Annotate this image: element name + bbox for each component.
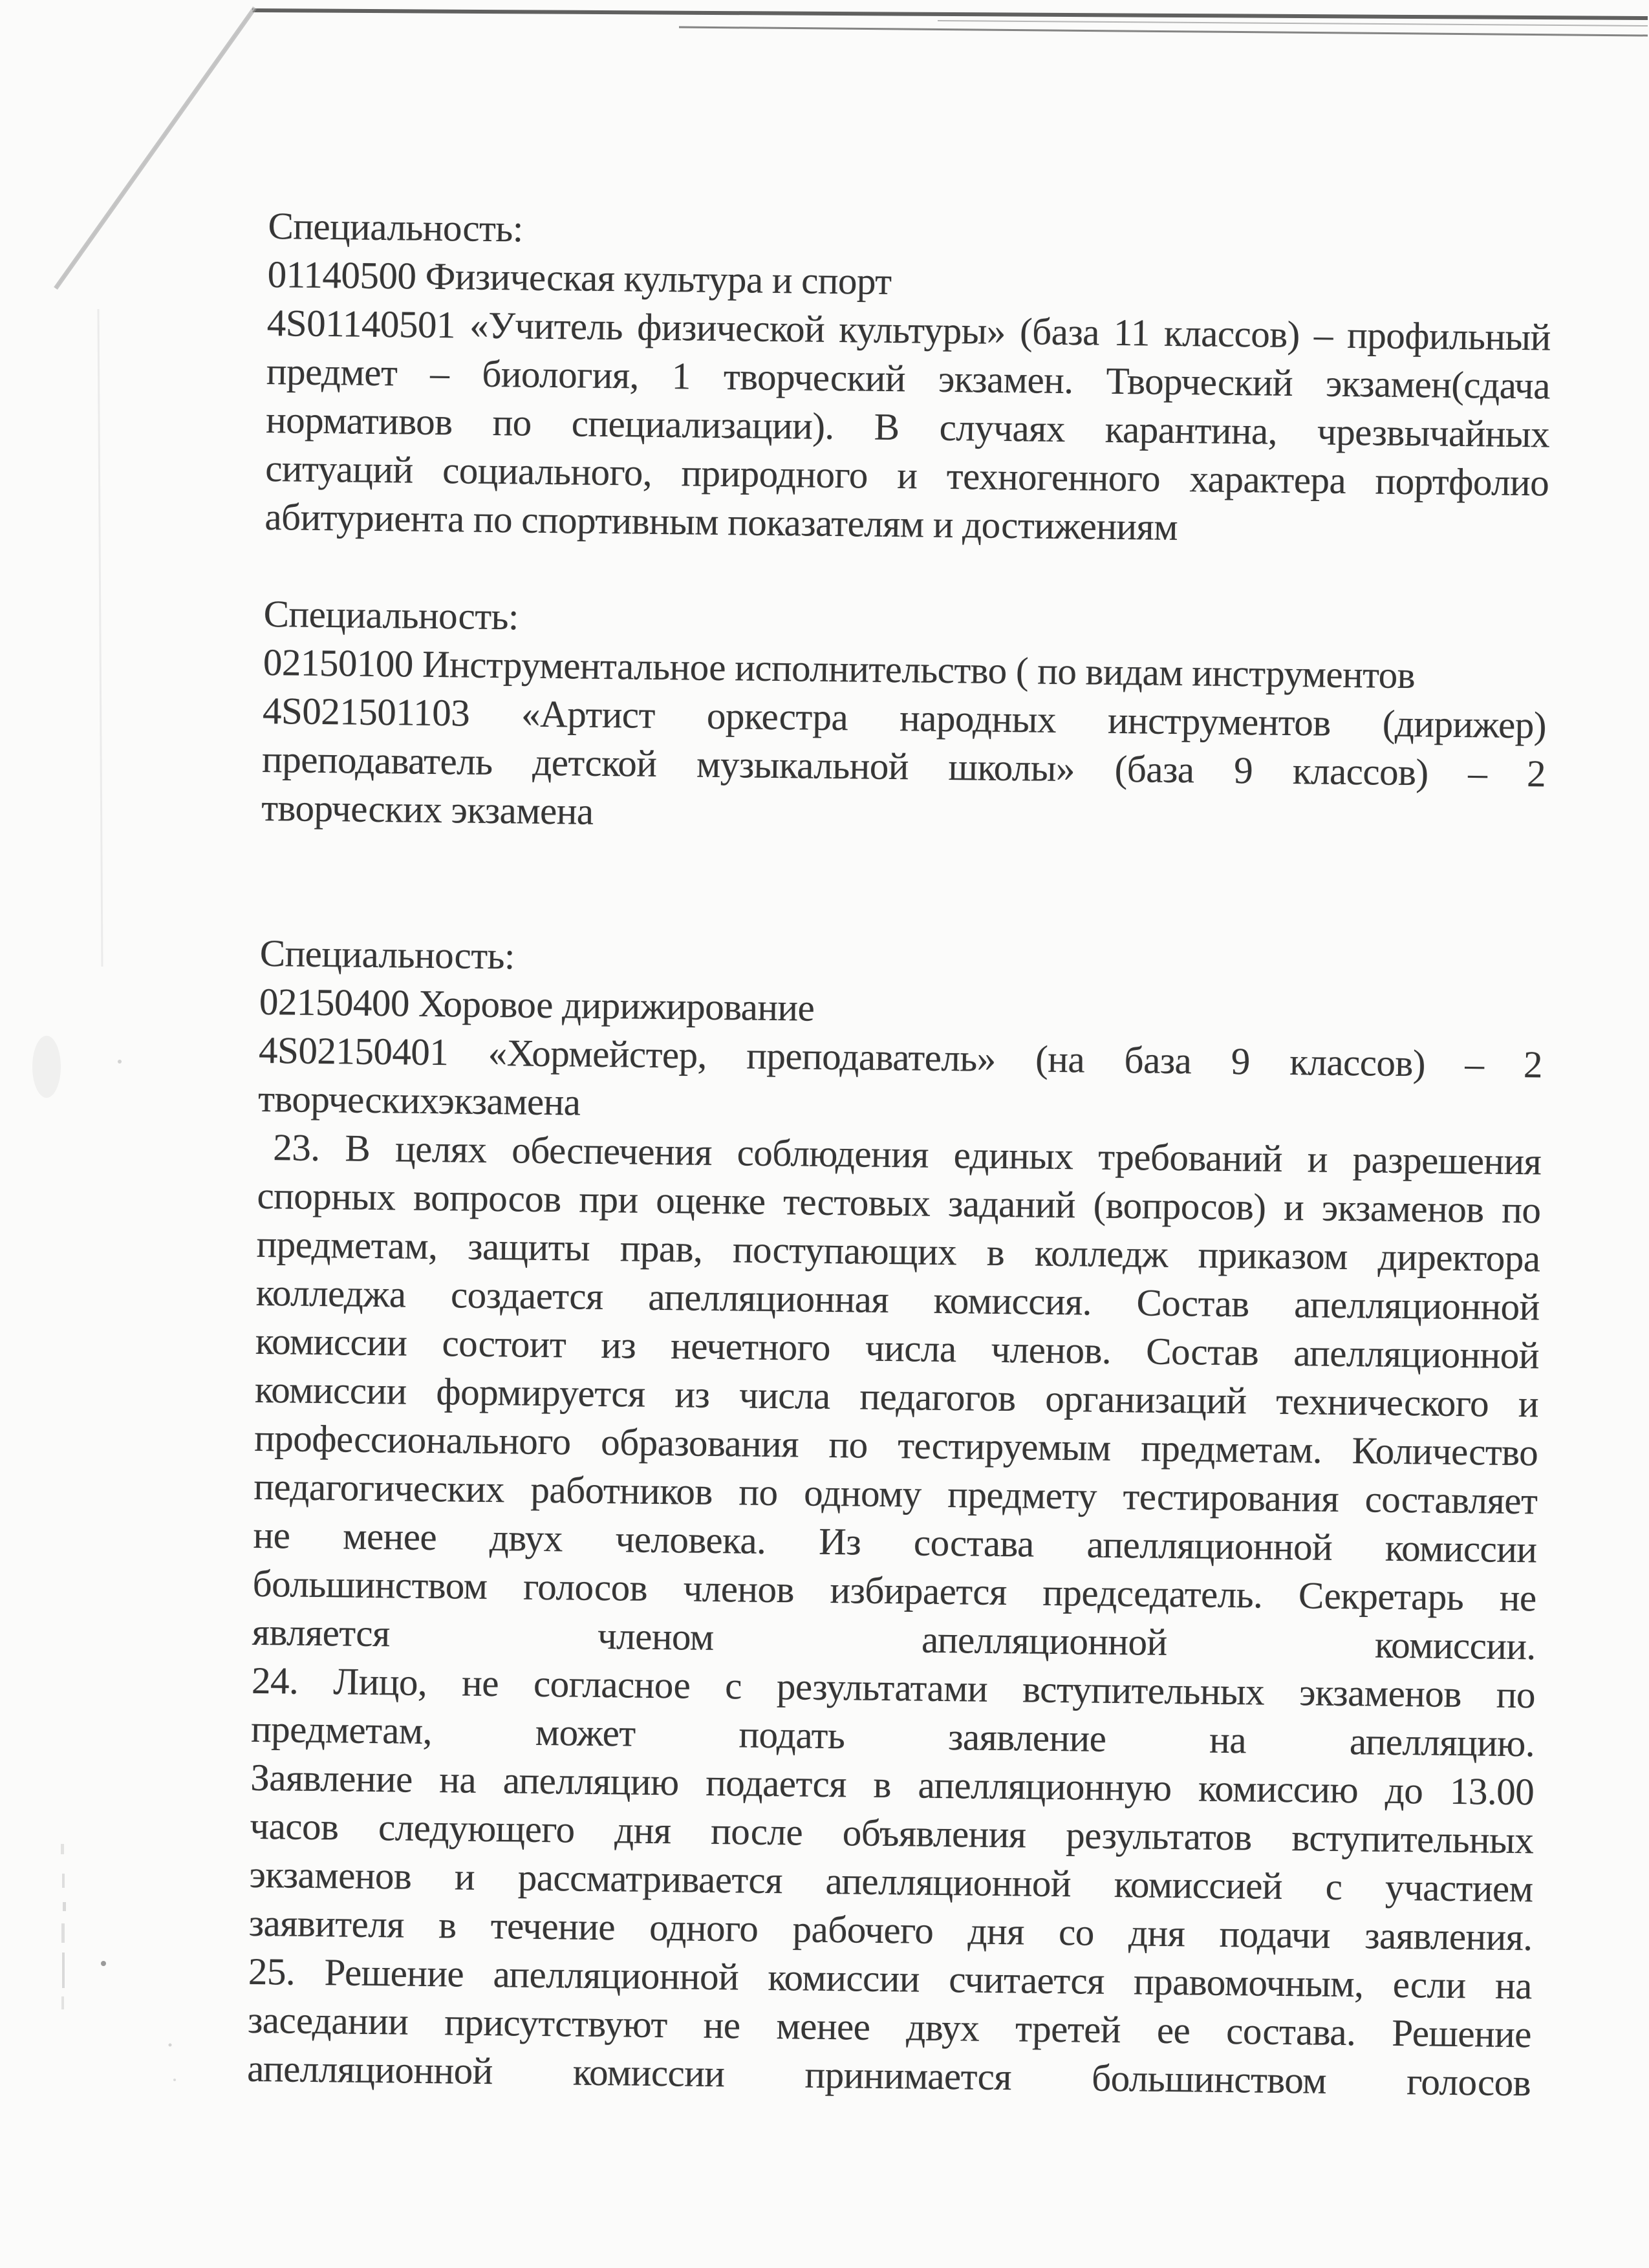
text-line: абитуриента по спортивным показателям и достижениям xyxy=(264,495,1178,548)
section-specialty-instrumental-performance xyxy=(261,590,1547,846)
left-margin-crease-line xyxy=(98,309,102,967)
text-line: творческих экзамена xyxy=(261,786,594,833)
text-line: Специальность: xyxy=(263,592,519,638)
left-margin-smudge xyxy=(32,1036,61,1098)
text-line: является членом апелляционной комиссии. xyxy=(252,1610,1536,1668)
scan-diagonal-corner-core xyxy=(56,8,255,288)
ink-speck xyxy=(101,1961,106,1966)
page-top-edge-line xyxy=(252,10,1648,18)
text-line: предметам, может подать заявление на апелляцию. xyxy=(250,1707,1535,1765)
text-line: часов следующего дня после объявления результатов вступительных xyxy=(250,1804,1534,1862)
text-line: преподаватель детской музыкальной школы» (база 9 классов) – 2 xyxy=(261,737,1546,795)
section-specialty-physical-culture xyxy=(264,202,1552,555)
text-line: не менее двух человека. Из состава апелляционной комиссии xyxy=(253,1513,1537,1571)
text-line: творческихэкзамена xyxy=(257,1076,581,1124)
text-line: предмет – биология, 1 творческий экзамен. Творческий экзамен(сдача xyxy=(266,349,1551,407)
text-line: 4S01140501 «Учитель физической культуры» (база 11 классов) – профильный xyxy=(266,301,1551,359)
section-clause-25-appeal-decision xyxy=(247,1947,1532,2108)
text-line: заявителя в течение одного рабочего дня со дня подачи заявления. xyxy=(248,1901,1533,1959)
text-line: комиссии формируется из числа педагогов организаций технического и xyxy=(254,1367,1539,1426)
text-line: комиссии состоит из нечетного числа членов. Состав апелляционной xyxy=(255,1319,1540,1377)
text-line: 23. В целях обеспечения соблюдения единых требований и разрешения xyxy=(273,1126,1542,1183)
ghost-mark xyxy=(63,1902,66,1911)
ghost-mark xyxy=(61,1923,65,1943)
text-line: спорных вопросов при оценке тестовых заданий (вопросов) и экзаменов по xyxy=(257,1173,1541,1232)
ghost-mark xyxy=(62,1952,65,1988)
left-margin-speck-small xyxy=(118,1060,122,1064)
text-line: большинством голосов членов избирается председатель. Секретарь не xyxy=(252,1561,1537,1620)
ghost-mark xyxy=(61,1996,64,2009)
text-line: Заявление на апелляцию подается в апелляционную комиссию до 13.00 xyxy=(250,1755,1535,1813)
text-line: 4S02150401 «Хормейстер, преподаватель» (на база 9 классов) – 2 xyxy=(258,1028,1543,1086)
text-line: 02150100 Инструментальное исполнительство ( по видам инструментов xyxy=(263,640,1416,697)
page-top-edge-thin-line xyxy=(938,21,1648,26)
section-clause-24-appeal-application xyxy=(248,1656,1535,1962)
page-top-edge-second-line xyxy=(679,27,1648,36)
text-line: профессионального образования по тестируемым предметам. Количество xyxy=(253,1416,1538,1474)
text-line: колледжа создается апелляционная комиссия. Состав апелляционной xyxy=(255,1270,1540,1329)
section-specialty-choral-conducting xyxy=(258,929,1544,1137)
text-line: 4S021501103 «Артист оркестра народных инструментов (дирижер) xyxy=(262,689,1547,747)
text-line: Специальность: xyxy=(259,931,515,978)
text-line: заседании присутствуют не менее двух третей ее состава. Решение xyxy=(247,1998,1532,2056)
ink-speck-faint xyxy=(169,2044,172,2047)
ink-speck-faint xyxy=(173,2079,176,2081)
text-line: 25. Решение апелляционной комиссии считается правомочным, если на xyxy=(248,1949,1533,2007)
text-line: апелляционной комиссии принимается большинством голосов xyxy=(246,2046,1531,2104)
text-line: 24. Лицо, не согласное с результатами вступительных экзаменов по xyxy=(251,1658,1536,1717)
text-line: 02150400 Хоровое дирижирование xyxy=(259,979,815,1029)
text-line: экзаменов и рассматривается апелляционной комиссией с участием xyxy=(249,1852,1533,1910)
text-line: Специальность: xyxy=(268,204,524,250)
text-line: 01140500 Физическая культура и спорт xyxy=(267,252,892,303)
ghost-mark xyxy=(61,1844,64,1854)
scan-diagonal-corner-line xyxy=(56,8,255,288)
ghost-mark xyxy=(62,1874,65,1888)
document-body xyxy=(247,202,1552,2107)
text-line: нормативов по специализации). В случаях карантина, чрезвычайных xyxy=(265,398,1550,456)
text-line: предметам, защиты прав, поступающих в колледж приказом директора xyxy=(256,1222,1540,1280)
text-line: ситуаций социального, природного и техногенного характера портфолио xyxy=(264,446,1549,504)
text-line: педагогических работников по одному предмету тестирования составляет xyxy=(253,1464,1538,1523)
section-clause-23-appeal-commission xyxy=(252,1123,1541,1671)
